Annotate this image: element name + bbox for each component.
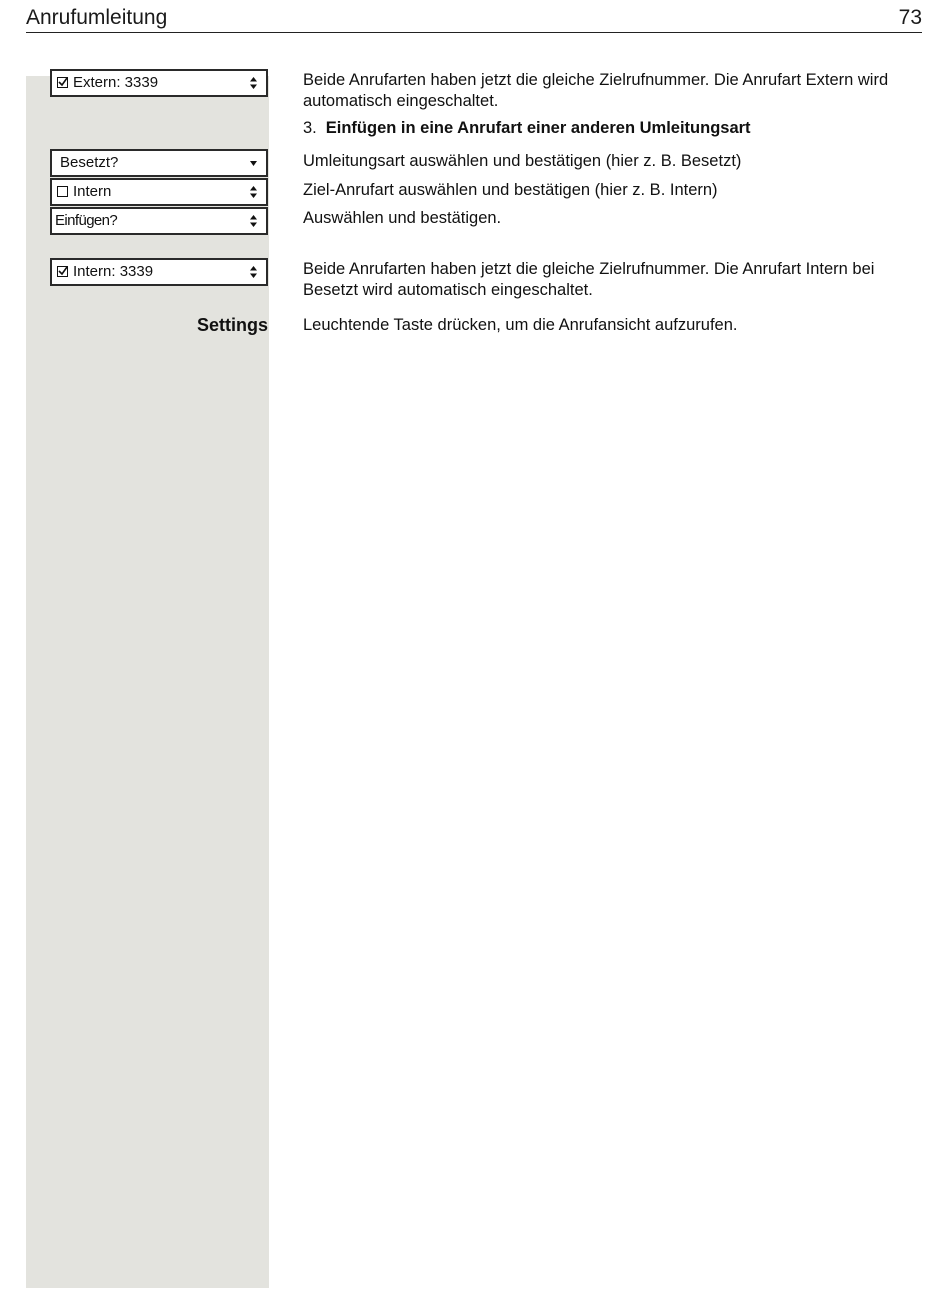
down-arrow-icon: [249, 159, 258, 167]
display-label: Einfügen?: [55, 212, 118, 229]
paragraph-settings-instruction: Leuchtende Taste drücken, um die Anrufansicht aufzurufen.: [303, 316, 738, 334]
up-down-arrow-icon: [249, 265, 258, 279]
page-number: 73: [898, 6, 922, 29]
checkbox-checked-icon: [57, 266, 68, 277]
display-extern-3339[interactable]: [50, 69, 268, 97]
step-number: 3.: [303, 119, 317, 137]
header-divider: [26, 32, 922, 33]
up-down-arrow-icon: [249, 185, 258, 199]
display-einfuegen[interactable]: [50, 207, 268, 235]
display-besetzt[interactable]: [50, 149, 268, 177]
paragraph-select-target-type: Ziel-Anrufart auswählen und bestätigen (hier z. B. Intern): [303, 181, 718, 199]
step-heading-text: Einfügen in eine Anrufart einer anderen Umleitungsart: [325, 119, 751, 137]
step-heading: [303, 118, 923, 139]
display-intern[interactable]: [50, 178, 268, 206]
display-intern-3339[interactable]: [50, 258, 268, 286]
display-label: Intern: 3339: [73, 263, 154, 280]
up-down-arrow-icon: [249, 214, 258, 228]
paragraph-intern-info: Beide Anrufarten haben jetzt die gleiche Zielrufnummer. Die Anrufart Intern bei Besetzt wird automatisch eingeschaltet.: [303, 260, 875, 299]
checkbox-unchecked-icon: [57, 186, 68, 197]
settings-key-label[interactable]: Settings: [196, 315, 268, 335]
checkbox-checked-icon: [57, 77, 68, 88]
up-down-arrow-icon: [249, 76, 258, 90]
paragraph-extern-info: Beide Anrufarten haben jetzt die gleiche Zielrufnummer. Die Anrufart Extern wird automatisch eingeschaltet.: [303, 71, 889, 110]
display-label: Intern: [73, 183, 112, 200]
display-label: Extern: 3339: [73, 74, 159, 91]
paragraph-select-forward-type: Umleitungsart auswählen und bestätigen (hier z. B. Besetzt): [303, 152, 742, 170]
page-title: Anrufumleitung: [26, 6, 168, 29]
display-label: Besetzt?: [60, 154, 119, 171]
paragraph-select-confirm: Auswählen und bestätigen.: [303, 209, 502, 227]
